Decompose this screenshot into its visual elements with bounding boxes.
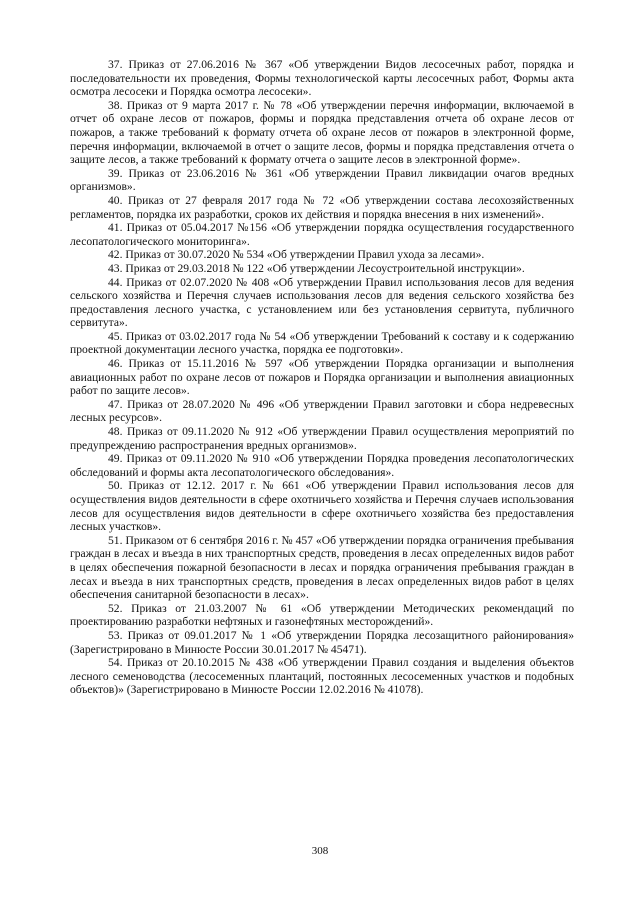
list-item: 46. Приказ от 15.11.2016 № 597 «Об утверждении Порядка организации и выполнения авиационных работ по охране лесов от пожаров и Порядка организации и выполнения авиационных работ по защите лесов». bbox=[70, 357, 574, 398]
list-item: 45. Приказ от 03.02.2017 года № 54 «Об утверждении Требований к составу и к содержанию проектной документации лесного участка, порядка ее подготовки». bbox=[70, 329, 574, 357]
list-item: 49. Приказ от 09.11.2020 № 910 «Об утверждении Порядка проведения лесопатологических обследований и формы акта лесопатологического обследования». bbox=[70, 452, 574, 479]
list-item: 40. Приказ от 27 февраля 2017 года № 72 «Об утверждении состава лесохозяйственных регламентов, порядка их разработки, сроков их действия и порядка внесения в них изменений». bbox=[70, 193, 574, 221]
list-item: 52. Приказ от 21.03.2007 № 61 «Об утверждении Методических рекомендаций по проектированию разработки нефтяных и газонефтяных месторождений». bbox=[70, 601, 574, 629]
list-item: 38. Приказ от 9 марта 2017 г. № 78 «Об утверждении перечня информации, включаемой в отчет об охране лесов от пожаров, формы и порядка представления отчета об охране лесов от пожаров, а также требований к формату отчета об охране лесов от пожаров в электронной форме, перечня информации, включаемой в отчет о защите лесов, формы и порядка представления отчета о защите лесов, а также требований к формату отчета о защите лесов в электронной форме». bbox=[70, 98, 574, 167]
list-item: 53. Приказ от 09.01.2017 № 1 «Об утверждении Порядка лесозащитного районирования» (Зарегистрировано в Минюсте России 30.01.2017 № 45471). bbox=[70, 628, 574, 656]
list-item: 44. Приказ от 02.07.2020 № 408 «Об утверждении Правил использования лесов для ведения сельского хозяйства и Перечня случаев использования лесов для ведения сельского хозяйства без предоставления лесного участка, с установлением или без установления сервитута, публичного сервитута». bbox=[70, 275, 574, 330]
list-item: 50. Приказ от 12.12. 2017 г. № 661 «Об утверждении Правил использования лесов для осуществления видов деятельности в сфере охотничьего хозяйства и Перечня случаев использования лесов для осуществления видов деятельности в сфере охотничьего хозяйства без предоставления лесных участков». bbox=[70, 479, 574, 534]
list-item: 37. Приказ от 27.06.2016 № 367 «Об утверждении Видов лесосечных работ, порядка и последовательности их проведения, Формы технологической карты лесосечных работ, Формы акта осмотра лесосеки и Порядка осмотра лесосеки». bbox=[70, 58, 574, 99]
list-item: 48. Приказ от 09.11.2020 № 912 «Об утверждении Правил осуществления мероприятий по предупреждению распространения вредных организмов». bbox=[70, 425, 574, 452]
list-item: 41. Приказ от 05.04.2017 №156 «Об утверждении порядка осуществления государственного лесопатологического мониторинга». bbox=[70, 221, 574, 248]
order-list bbox=[70, 58, 574, 697]
list-item: 43. Приказ от 29.03.2018 № 122 «Об утверждении Лесоустроительной инструкции». bbox=[108, 261, 525, 275]
list-item: 42. Приказ от 30.07.2020 № 534 «Об утверждении Правил ухода за лесами». bbox=[108, 248, 485, 262]
list-item: 54. Приказ от 20.10.2015 № 438 «Об утверждении Правил создания и выделения объектов лесного семеноводства (лесосеменных плантаций, постоянных лесосеменных участков и подобных объектов)» (Зарегистрировано в Минюсте России 12.02.2016 № 41078). bbox=[70, 656, 574, 697]
page-number: 308 bbox=[311, 845, 329, 857]
list-item: 51. Приказом от 6 сентября 2016 г. № 457 «Об утверждении порядка ограничения пребывания граждан в лесах и въезда в них транспортных средств, проведения в лесах определенных видов работ в целях обеспечения пожарной безопасности в лесах и порядка ограничения пребывания граждан в лесах и въезда в них транспортных средств, проведения в лесах определенных видов работ в целях обеспечения санитарной безопасности в лесах». bbox=[70, 533, 574, 602]
list-item: 39. Приказ от 23.06.2016 № 361 «Об утверждении Правил ликвидации очагов вредных организмов». bbox=[70, 166, 574, 194]
list-item: 47. Приказ от 28.07.2020 № 496 «Об утверждении Правил заготовки и сбора недревесных лесных ресурсов». bbox=[70, 397, 574, 425]
